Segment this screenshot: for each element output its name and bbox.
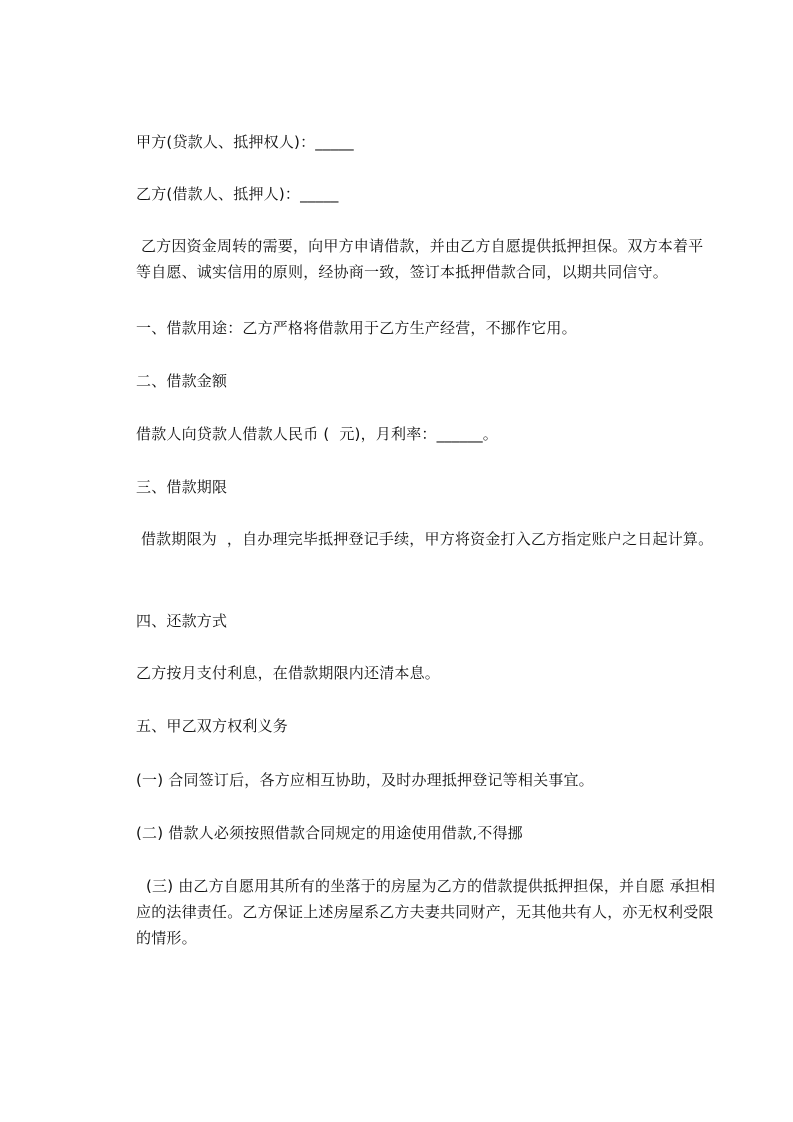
party-b-line: 乙方(借款人、抵押人)：_____ xyxy=(136,185,339,203)
clause-3-body: 借款期限为 ，自办理完毕抵押登记手续，甲方将资金打入乙方指定账户之日起计算。 xyxy=(136,530,714,548)
clause-3-title: 三、借款期限 xyxy=(136,478,228,496)
clause-1: 一、借款用途：乙方严格将借款用于乙方生产经营，不挪作它用。 xyxy=(136,319,577,337)
clause-2-title: 二、借款金额 xyxy=(136,372,228,390)
clause-5-title: 五、甲乙双方权利义务 xyxy=(136,717,289,735)
clause-4-body: 乙方按月支付利息，在借款期限内还清本息。 xyxy=(136,664,441,682)
party-a-line: 甲方(贷款人、抵押权人)：_____ xyxy=(136,133,354,151)
clause-5-item-3: (三) 由乙方自愿用其所有的坐落于的房屋为乙方的借款提供抵押担保，并自愿 承担相应的法律责任。乙方保证上述房屋系乙方夫妻共同财产，无其他共有人，亦无权利受限的情形。 xyxy=(136,877,716,947)
clause-2-body: 借款人向贷款人借款人民币 ( 元)，月利率：______。 xyxy=(136,425,499,443)
clause-5-item-2: (二) 借款人必须按照借款合同规定的用途使用借款,不得挪 xyxy=(136,824,523,842)
intro-paragraph: 乙方因资金周转的需要，向甲方申请借款，并由乙方自愿提供抵押担保。双方本着平等自愿、诚实信用的原则，经协商一致，签订本抵押借款合同，以期共同信守。 xyxy=(136,237,704,281)
clause-5-item-1: (一) 合同签订后，各方应相互协助，及时办理抵押登记等相关事宜。 xyxy=(136,771,594,789)
clause-4-title: 四、还款方式 xyxy=(136,612,228,630)
